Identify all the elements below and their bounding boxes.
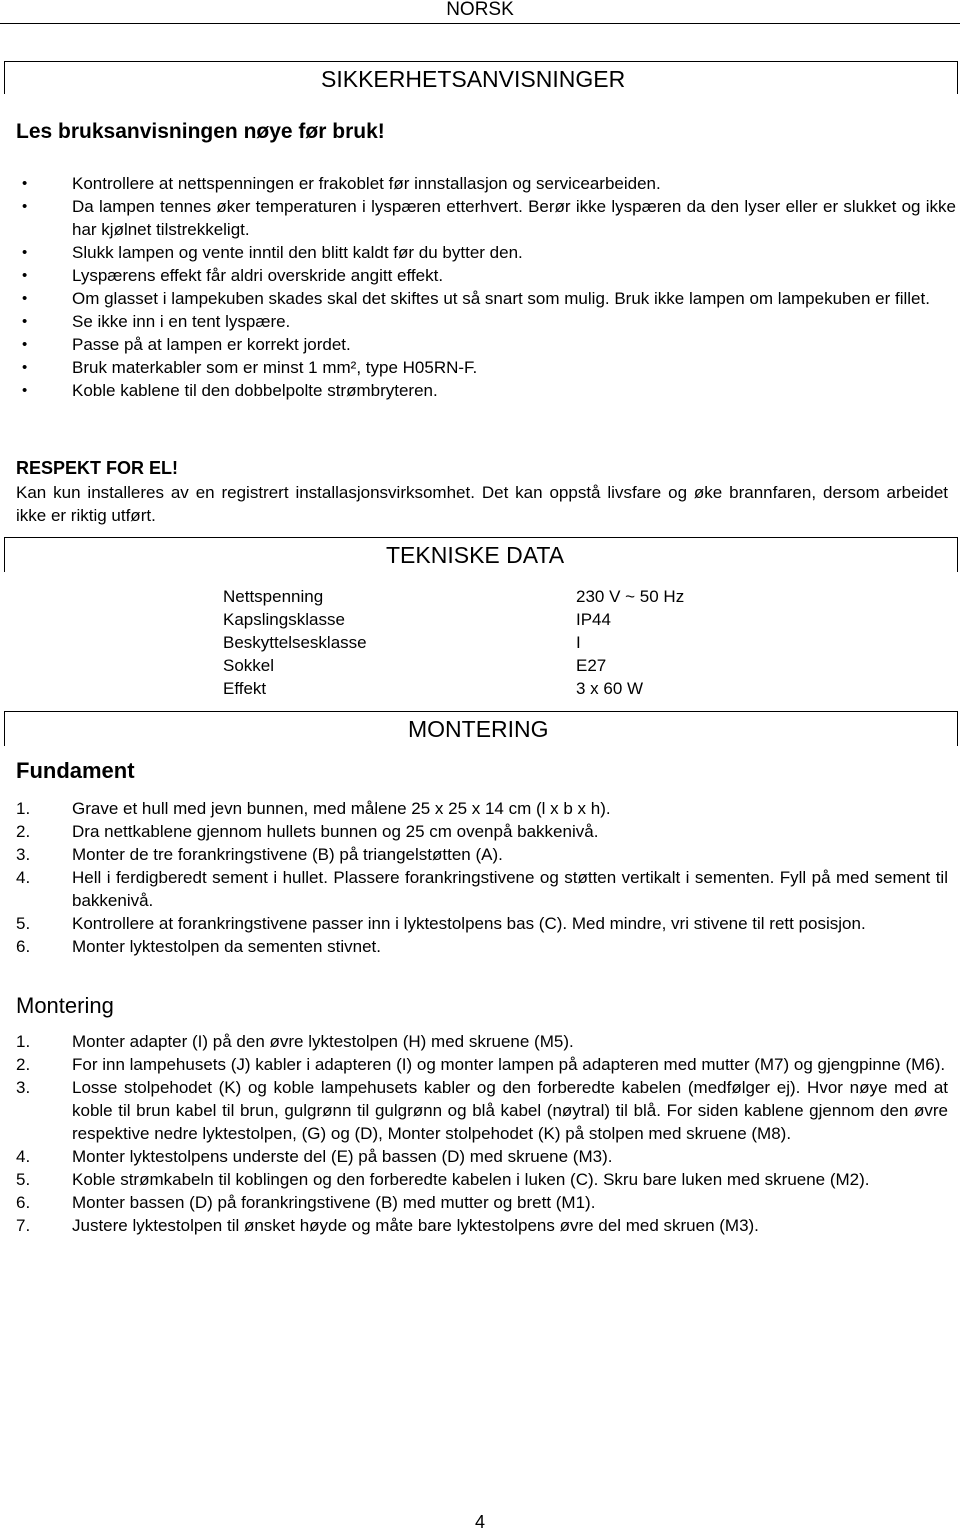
safety-bullet: • Bruk materkabler som er minst 1 mm², type H05RN-F. [16, 356, 956, 379]
step-number: 4. [16, 1147, 31, 1166]
step-number: 4. [16, 868, 31, 887]
assembly-step [16, 1145, 948, 1168]
step-text: Monter de tre forankringstivene (B) på triangelstøtten (A). [72, 845, 503, 864]
header-rule [0, 23, 960, 24]
spec-label: Sokkel [223, 656, 275, 675]
assembly-step [16, 1053, 948, 1076]
safety-bullet: • Da lampen tennes øker temperaturen i lyspæren etterhvert. Berør ikke lyspæren da den lyser eller er slukket og ikke har kjølnet tilstrekkeligt. [16, 195, 956, 241]
step-number: 6. [16, 1193, 31, 1212]
step-number: 2. [16, 822, 31, 841]
header-language: NORSK [446, 0, 514, 20]
step-text: Monter lyktestolpen da sementen stivnet. [72, 937, 381, 956]
assembly-step [16, 1076, 948, 1145]
step-text: Losse stolpehodet (K) og koble lampehusets kabler og den forberedte kabelen (medfølger ej). Hvor nøye med at koble til brun kabel til brun, gulgrønn til gulgrønn og blå kabel (nøytral) til blå. For siden kablene gjennom den øvre respektive nedre lyktestolpen, (G) og (D), Monter stolpehodet (K) på stolpen med skruene (M8). [72, 1078, 948, 1143]
step-text: Monter adapter (I) på den øvre lyktestolpen (H) med skruene (M5). [72, 1032, 574, 1051]
foundation-step [16, 797, 948, 820]
safety-bullet: • Koble kablene til den dobbelpolte strømbryteren. [16, 379, 956, 402]
foundation-step [16, 912, 948, 935]
warning-heading: RESPEKT FOR EL! [16, 458, 179, 478]
step-number: 5. [16, 1170, 31, 1189]
step-text: Monter lyktestolpens underste del (E) på bassen (D) med skruene (M3). [72, 1147, 613, 1166]
spec-label: Beskyttelsesklasse [223, 633, 367, 652]
assembly-step [16, 1214, 948, 1237]
safety-bullet-list [16, 172, 956, 402]
warning-text: Kan kun installeres av en registrert installasjonsvirksomhet. Det kan oppstå livsfare og øke brannfaren, dersom arbeidet ikke er riktig utført. [16, 483, 948, 525]
step-number: 2. [16, 1055, 31, 1074]
step-text: For inn lampehusets (J) kabler i adapteren (I) og monter lampen på adapteren med mutter (M7) og gjengpinne (M6). [72, 1055, 946, 1074]
assembly-step-list [16, 1030, 948, 1237]
safety-bullet: • Slukk lampen og vente inntil den blitt kaldt før du bytter den. [16, 241, 956, 264]
assembly-step [16, 1030, 948, 1053]
step-number: 1. [16, 1032, 31, 1051]
safety-bullet: • Passe på at lampen er korrekt jordet. [16, 333, 956, 356]
safety-title: SIKKERHETSANVISNINGER [321, 66, 626, 92]
safety-bullet: • Se ikke inn i en tent lyspære. [16, 310, 956, 333]
step-text: Kontrollere at forankringstivene passer inn i lyktestolpens bas (C). Med mindre, vri stivene til rett posisjon. [72, 914, 866, 933]
spec-label: Effekt [223, 679, 267, 698]
assembly-step [16, 1168, 948, 1191]
foundation-step [16, 935, 948, 958]
step-text: Dra nettkablene gjennom hullets bunnen og 25 cm ovenpå bakkenivå. [72, 822, 599, 841]
tech-banner [4, 537, 958, 572]
safety-intro: Les bruksanvisningen nøye før bruk! [16, 120, 385, 143]
assembly-heading: Montering [16, 993, 114, 1018]
step-text: Hell i ferdigberedt sement i hullet. Plassere forankringstivene og støtten vertikalt i sementen. Fyll på med sement til bakkenivå. [72, 868, 948, 910]
spec-label: Nettspenning [223, 587, 324, 606]
tech-title: TEKNISKE DATA [386, 542, 565, 568]
safety-banner [4, 61, 958, 94]
step-number: 6. [16, 937, 31, 956]
foundation-step-list [16, 797, 948, 958]
spec-label: Kapslingsklasse [223, 610, 345, 629]
step-number: 5. [16, 914, 31, 933]
foundation-step [16, 866, 948, 912]
step-text: Koble strømkabeln til koblingen og den forberedte kabelen i luken (C). Skru bare luken med skruene (M2). [72, 1170, 870, 1189]
safety-bullet: • Kontrollere at nettspenningen er frakoblet før innstallasjon og servicearbeiden. [16, 172, 956, 195]
step-number: 7. [16, 1216, 31, 1235]
safety-bullet: • Lyspærens effekt får aldri overskride angitt effekt. [16, 264, 956, 287]
step-text: Grave et hull med jevn bunnen, med målene 25 x 25 x 14 cm (l x b x h). [72, 799, 611, 818]
spec-value: I [576, 633, 581, 652]
step-text: Justere lyktestolpen til ønsket høyde og måte bare lyktestolpens øvre del med skruen (M3). [72, 1216, 759, 1235]
assembly-step [16, 1191, 948, 1214]
step-text: Monter bassen (D) på forankringstivene (B) med mutter og brett (M1). [72, 1193, 596, 1212]
spec-value: 230 V ~ 50 Hz [576, 587, 685, 606]
mounting-title: MONTERING [408, 716, 549, 742]
step-number: 3. [16, 1078, 31, 1097]
step-number: 1. [16, 799, 31, 818]
foundation-step [16, 843, 948, 866]
page-number: 4 [474, 1512, 485, 1532]
mounting-banner [4, 711, 958, 746]
step-number: 3. [16, 845, 31, 864]
spec-value: IP44 [576, 610, 611, 629]
foundation-heading: Fundament [16, 758, 135, 783]
foundation-step [16, 820, 948, 843]
spec-value: 3 x 60 W [576, 679, 644, 698]
safety-bullet: • Om glasset i lampekuben skades skal det skiftes ut så snart som mulig. Bruk ikke lampen om lampekuben er fillet. [16, 287, 956, 310]
spec-value: E27 [576, 656, 607, 675]
